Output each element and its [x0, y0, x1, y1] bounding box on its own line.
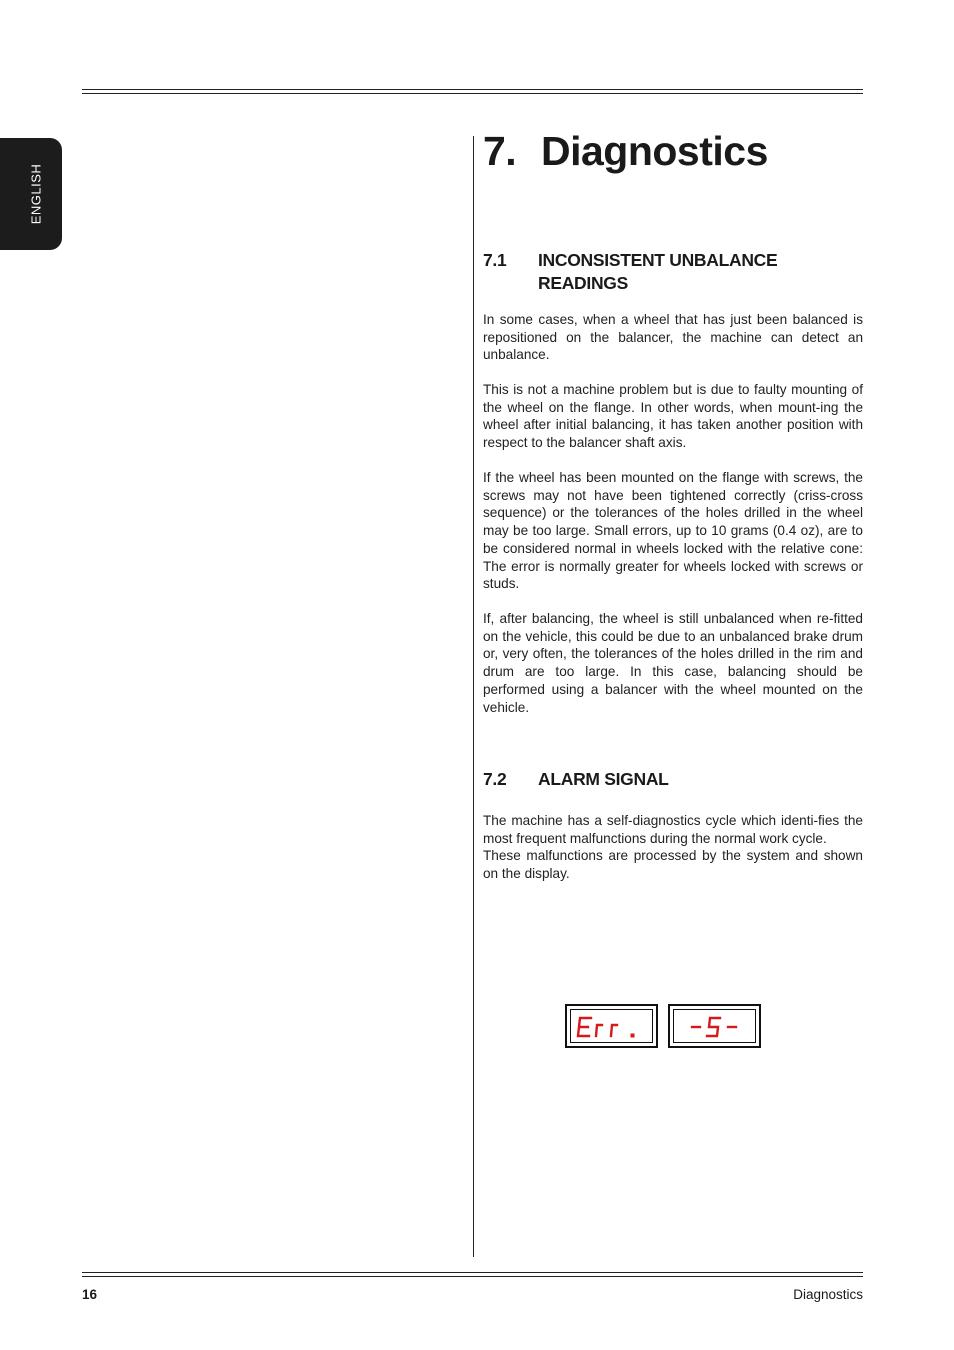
- language-tab: [0, 138, 62, 250]
- section-7-2-title: ALARM SIGNAL: [538, 769, 669, 789]
- page-number: 16: [82, 1287, 98, 1302]
- paragraph: If the wheel has been mounted on the flange with screws, the screws may not have been tightened correctly (criss-cross sequence) or the tolerances of the holes drilled in the wheel may be too large. Small errors, up to 10 grams (0.4 oz), are to be considered normal in wheels locked with the relative cone: The error is normally greater for wheels locked with screws or studs.: [483, 470, 863, 592]
- header-rule: [82, 89, 863, 95]
- section-7-2-paras: [483, 812, 863, 883]
- section-7-2-heading-block: [483, 768, 863, 791]
- section-7-2-heading: [483, 768, 863, 791]
- section-7-1-heading-block: [483, 249, 863, 295]
- display-right-segments: [670, 1006, 759, 1046]
- section-7-1-title: INCONSISTENT UNBALANCE READINGS: [538, 250, 778, 293]
- paragraph: In some cases, when a wheel that has just been balanced is repositioned on the balancer, the machine can detect an unbalance.: [483, 312, 863, 363]
- section-7-1-para-4: [483, 610, 863, 716]
- section-7-2-number: 7.2: [483, 769, 507, 789]
- section-7-1-number: 7.1: [483, 250, 507, 270]
- paragraph: The machine has a self-diagnostics cycle which identi-fies the most frequent malfunctions during the normal work cycle.: [483, 813, 863, 846]
- paragraph: These malfunctions are processed by the system and shown on the display.: [483, 848, 863, 882]
- section-7-1-heading: [483, 249, 863, 295]
- column-divider: [473, 136, 474, 1257]
- footer-rule: [82, 1272, 863, 1278]
- paragraph: If, after balancing, the wheel is still unbalanced when re-fitted on the vehicle, this could be due to an unbalanced brake drum or, very often, the tolerances of the holes drilled in the rim and drum are too large. In this case, balancing should be performed using a balancer with the wheel mounted on the vehicle.: [483, 611, 863, 715]
- chapter-title: [483, 128, 768, 175]
- paragraph: This is not a machine problem but is due to faulty mounting of the wheel on the flange. In other words, when mount-ing the wheel after initial balancing, it has taken another position with respect to the balancer shaft axis.: [483, 382, 863, 451]
- footer-chapter-name: Diagnostics: [793, 1287, 863, 1302]
- display-right: [668, 1004, 761, 1048]
- display-left-segments: [567, 1006, 656, 1046]
- chapter-number: 7.: [483, 128, 517, 174]
- chapter-title-text: Diagnostics: [541, 128, 768, 174]
- section-7-1-para-1: [483, 311, 863, 364]
- display-left: [565, 1004, 658, 1048]
- language-label: ENGLISH: [28, 163, 44, 225]
- section-7-1-para-2: [483, 381, 863, 452]
- section-7-1-para-3: [483, 469, 863, 593]
